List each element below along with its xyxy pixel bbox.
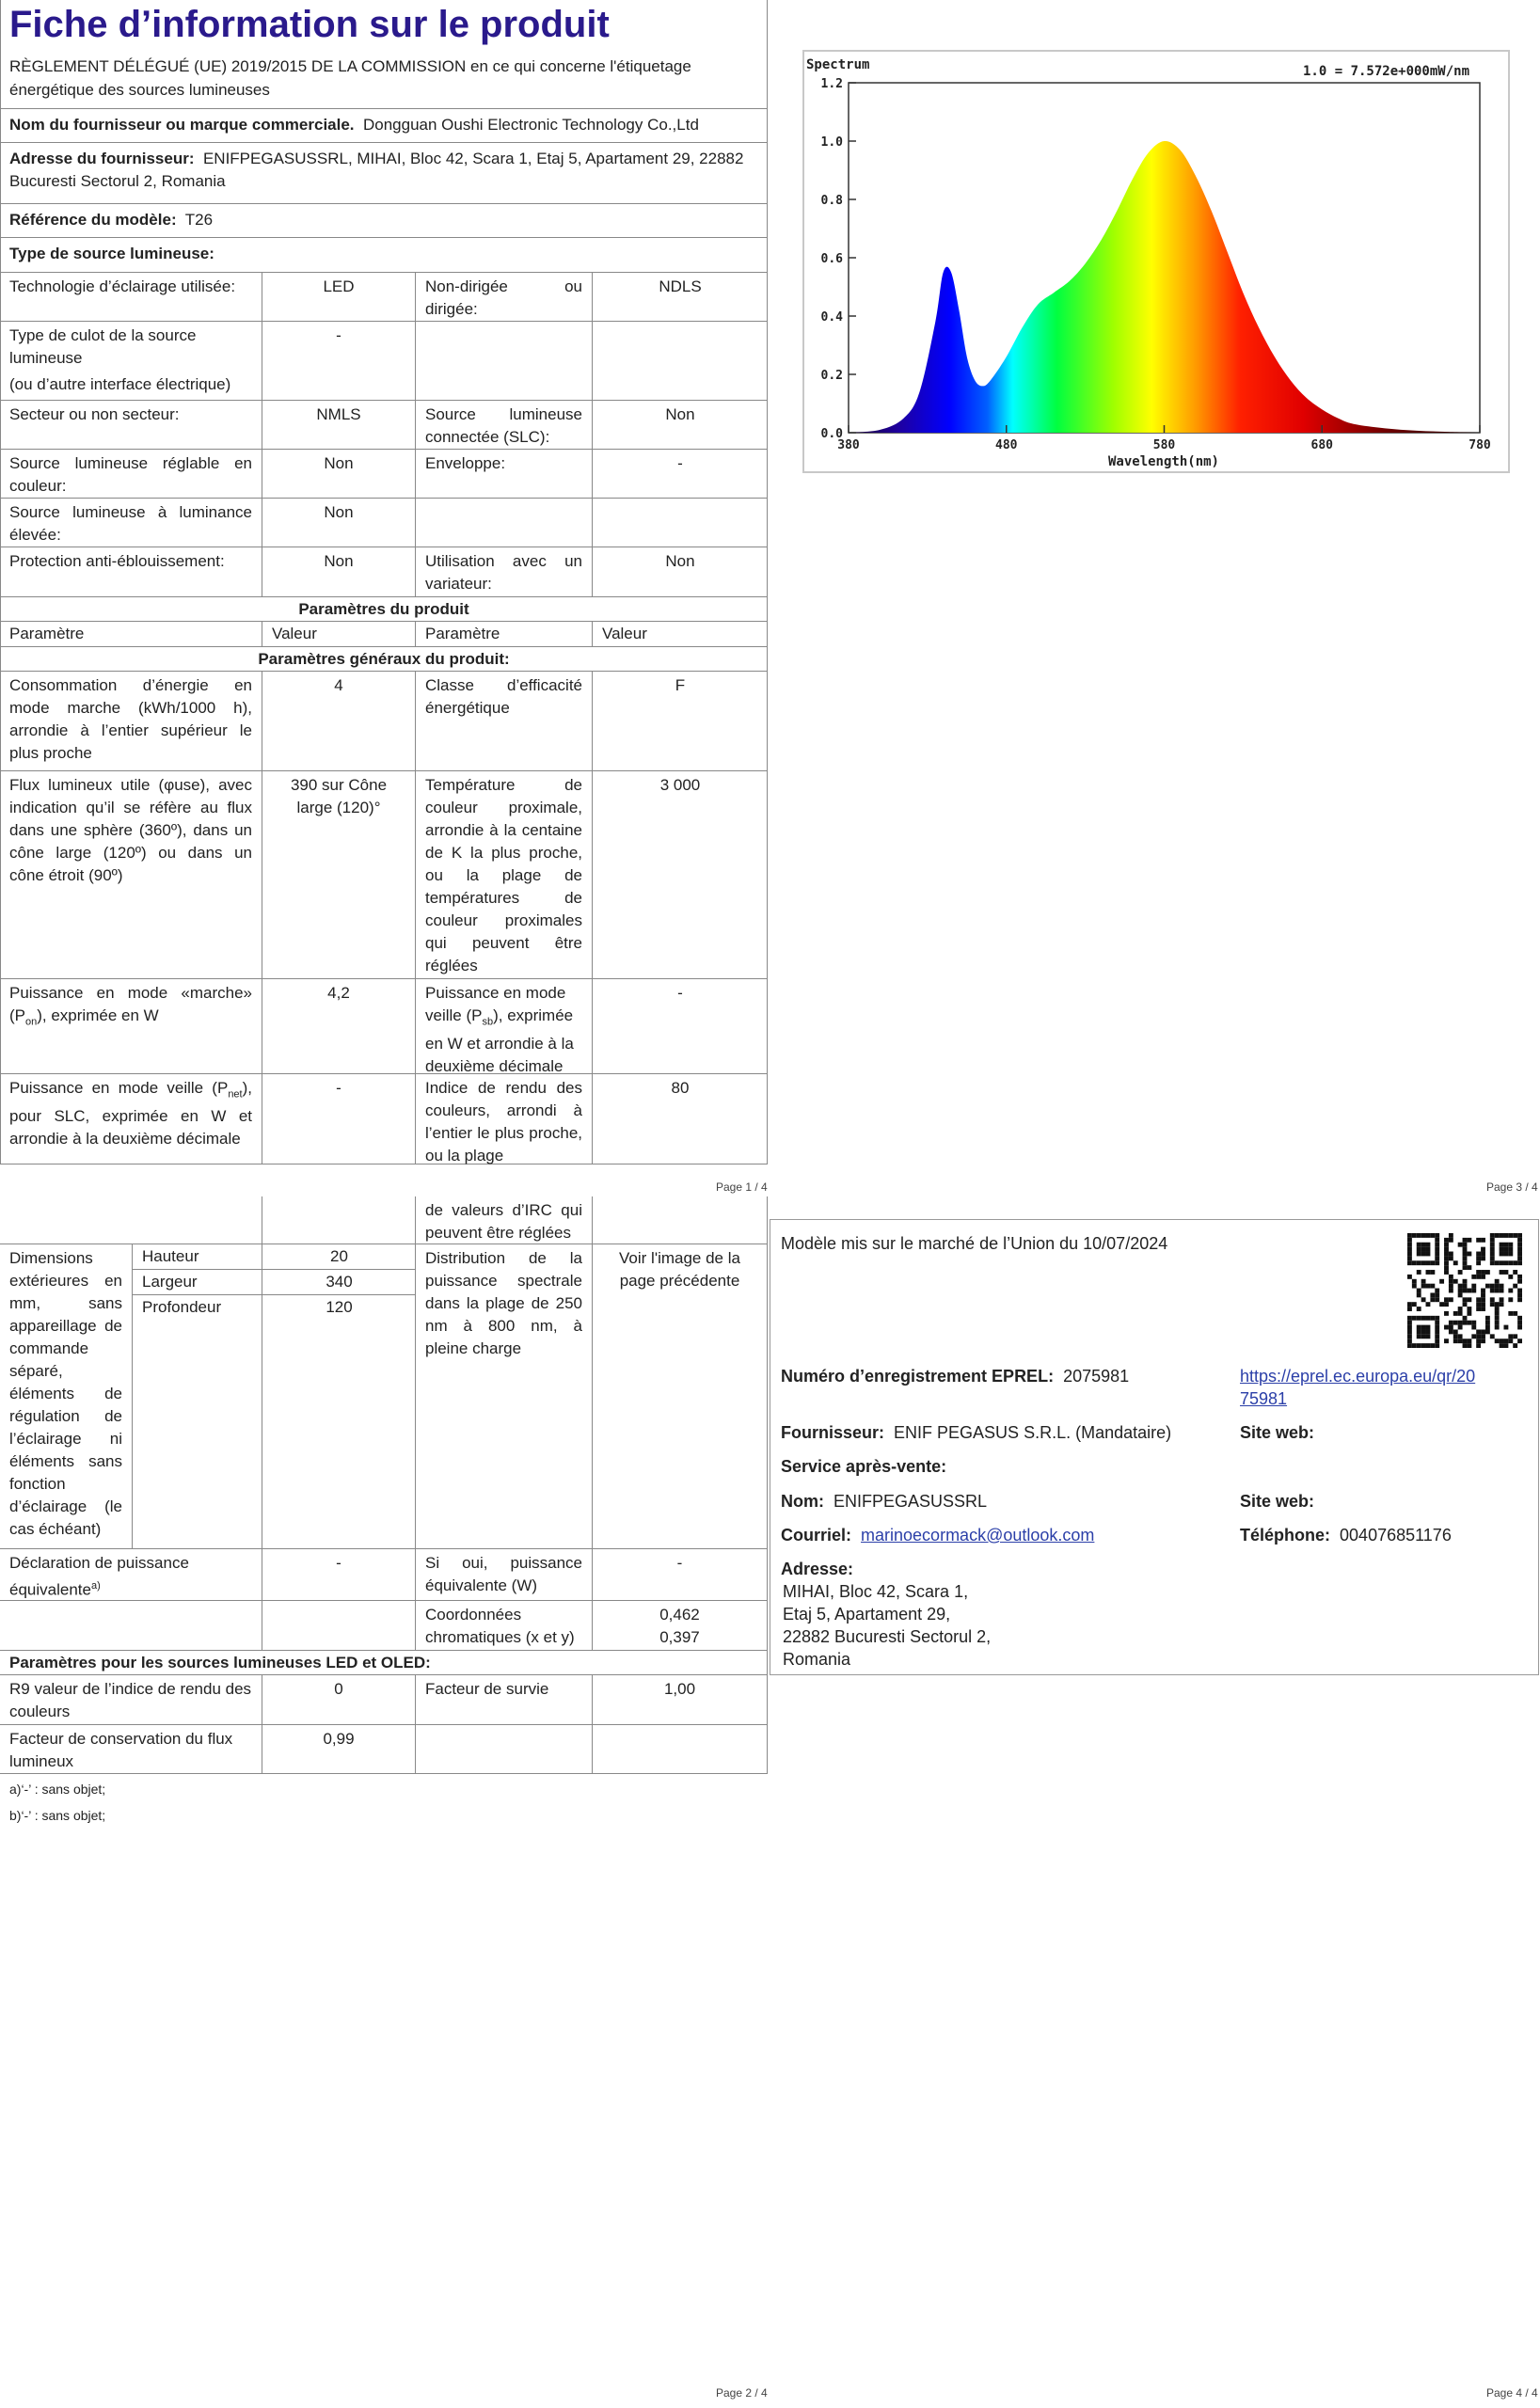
spectrum-svg (804, 52, 1508, 471)
env-value: - (592, 450, 768, 498)
col-param-1: Paramètre (9, 625, 85, 642)
survival-label: Facteur de survie (415, 1675, 592, 1724)
chart-title: Spectrum (806, 57, 870, 72)
page-number-2: Page 2 / 4 (716, 2386, 768, 2400)
website-label-2: Site web: (1240, 1492, 1315, 1511)
pnet-value: - (262, 1074, 415, 1164)
col-param-2: Paramètre (415, 622, 592, 646)
address-line-2: Etaj 5, Apartament 29, (783, 1605, 951, 1624)
y-tick-label: 0.6 (820, 252, 843, 266)
address-label: Adresse: (781, 1560, 854, 1578)
dim-value: Non (592, 547, 768, 596)
cri-label: Indice de rendu des couleurs, arrondi à l’entier le plus proche, ou la plage (415, 1074, 592, 1164)
tech-label: Technologie d’éclairage utilisée: (9, 277, 236, 295)
equivw-value: - (592, 1549, 768, 1600)
flux-row (0, 770, 768, 978)
energy-label: Consommation d’énergie en mode marche (kWh/1000 h), arrondie à l’entier supérieur le plus proche (9, 676, 252, 762)
power-on-row (0, 978, 768, 1076)
chroma-label: Coordonnées chromatiques (x et y) (415, 1601, 592, 1650)
cap-value: - (262, 322, 415, 400)
glare-row (0, 547, 768, 596)
equivw-label: Si oui, puissance équivalente (W) (415, 1549, 592, 1600)
supplier-name-value: Dongguan Oushi Electronic Technology Co.,Ltd (362, 116, 699, 134)
regulation-text: RÈGLEMENT DÉLÉGUÉ (UE) 2019/2015 DE LA COMMISSION en ce qui concerne l'étiquetage énergétique des sources lumineuses (9, 57, 691, 99)
chart-annotation: 1.0 = 7.572e+000mW/nm (1303, 64, 1470, 79)
dir-value: NDLS (592, 273, 768, 321)
spd-value: Voir l'image de la page précédente (592, 1244, 768, 1548)
mains-row (0, 400, 768, 449)
col-value-2: Valeur (592, 622, 768, 646)
tech-value: LED (262, 273, 415, 321)
cri-value: 80 (592, 1074, 768, 1164)
pon-value: 4,2 (262, 979, 415, 1073)
supplier-name-row (0, 108, 768, 142)
supplier-name-label: Nom du fournisseur ou marque commerciale. (9, 116, 355, 134)
website-label-1: Site web: (1240, 1423, 1315, 1442)
chroma-y: 0,397 (659, 1628, 700, 1646)
glare-label: Protection anti-éblouissement: (9, 552, 225, 570)
eprel-row (781, 1365, 1129, 1387)
address-line-4: Romania (783, 1650, 851, 1669)
x-tick-label: 480 (995, 438, 1018, 452)
color-label: Source lumineuse réglable en couleur: (9, 454, 252, 495)
r9-row (0, 1674, 768, 1724)
equiv-label: Déclaration de puissance équivalente$^{a)}$ (9, 1554, 189, 1599)
x-tick-label: 380 (837, 438, 860, 452)
general-heading: Paramètres généraux du produit: (258, 650, 510, 668)
supplier-value: ENIF PEGASUS S.R.L. (Mandataire) (894, 1423, 1172, 1442)
y-tick-label: 0.8 (820, 194, 843, 208)
page-number-1: Page 1 / 4 (716, 1180, 768, 1194)
params-heading: Paramètres du produit (298, 600, 469, 618)
luminance-label: Source lumineuse à luminance élevée: (9, 503, 252, 544)
name-value: ENIFPEGASUSSRL (834, 1492, 988, 1511)
depth-value: 120 (325, 1298, 353, 1316)
env-label: Enveloppe: (415, 450, 592, 498)
supplier-address-row (0, 142, 768, 203)
cap-label: Type de culot de la source lumineuse (9, 326, 197, 367)
color-row (0, 449, 768, 498)
survival-value: 1,00 (592, 1675, 768, 1724)
pnet-row (0, 1073, 768, 1164)
name-row (781, 1490, 987, 1513)
cct-value: 3 000 (592, 771, 768, 978)
supplier-label: Fournisseur: (781, 1423, 885, 1442)
address-block (783, 1580, 991, 1671)
supplier-address-value: ENIFPEGASUSSRL, MIHAI, Bloc 42, Scara 1, Etaj 5, Apartament 29, 22882 Bucuresti Sectorul 2, Romania (9, 150, 744, 190)
luminance-row (0, 498, 768, 547)
energy-value: 4 (262, 672, 415, 770)
cap-label-2: (ou d’autre interface électrique) (9, 375, 231, 393)
maintenance-label: Facteur de conservation du flux lumineux (9, 1730, 233, 1770)
luminance-value: Non (262, 499, 415, 547)
y-tick-label: 0.2 (820, 369, 843, 383)
psb-label: Puissance en mode veille $(P_{sb})$, exprimée en W et arrondie à la deuxième décimale (415, 979, 592, 1073)
flux-value: 390 sur Cône large (120)° (262, 771, 415, 978)
y-tick-label: 1.0 (820, 135, 843, 150)
led-heading: Paramètres pour les sources lumineuses LED et OLED: (0, 1651, 768, 1674)
footnote-a: a)‘-’ : sans objet; (9, 1782, 106, 1797)
maintenance-row (0, 1724, 768, 1774)
height-label: Hauteur (133, 1244, 262, 1270)
width-value: 340 (262, 1270, 416, 1295)
eprel-label: Numéro d’enregistrement EPREL: (781, 1367, 1055, 1386)
slc-value: Non (592, 401, 768, 449)
model-label: Référence du modèle: (9, 211, 177, 229)
email-label: Courriel: (781, 1526, 852, 1545)
phone-row (1240, 1524, 1452, 1546)
depth-label: Profondeur (142, 1298, 222, 1316)
x-axis-label: Wavelength(nm) (1107, 454, 1220, 469)
r9-value: 0 (262, 1675, 415, 1724)
spectrum-chart (802, 50, 1510, 473)
class-label: Classe d’efficacité énergétique (415, 672, 592, 770)
eprel-value: 2075981 (1063, 1367, 1130, 1386)
spd-label: Distribution de la puissance spectrale dans la plage de 250 nm à 800 nm, à pleine charge (415, 1244, 592, 1548)
dim-label: Utilisation avec un variateur: (415, 547, 592, 596)
mains-label: Secteur ou non secteur: (9, 405, 180, 423)
supplier-row (781, 1421, 1171, 1444)
x-tick-label: 580 (1152, 438, 1176, 452)
supplier-address-label: Adresse du fournisseur: (9, 150, 195, 167)
x-tick-label: 780 (1469, 438, 1491, 452)
y-tick-label: 0.4 (820, 310, 843, 325)
phone-label: Téléphone: (1240, 1526, 1331, 1545)
glare-value: Non (262, 547, 415, 596)
led-heading-row (0, 1650, 768, 1674)
eprel-link-line-1[interactable]: https://eprel.ec.europa.eu/qr/20 (1240, 1367, 1476, 1386)
equivalent-row (0, 1548, 768, 1600)
page-number-4: Page 4 / 4 (1486, 2386, 1538, 2400)
address-line-1: MIHAI, Bloc 42, Scara 1, (783, 1582, 969, 1601)
email-row (781, 1524, 1094, 1546)
width-label: Largeur (133, 1270, 262, 1295)
page-number-3: Page 3 / 4 (1486, 1180, 1538, 1194)
qr-code-icon (1407, 1233, 1522, 1348)
x-tick-label: 680 (1310, 438, 1333, 452)
source-type-row (0, 237, 768, 272)
flux-label: Flux lumineux utile (φuse), avec indication qu’il se réfère au flux dans une sphère (360º), dans un cône large (120º) ou dans un cône étroit (90º) (9, 776, 252, 884)
cri-continued-row (0, 1196, 768, 1244)
market-date: Modèle mis sur le marché de l’Union du 10/07/2024 (781, 1234, 1168, 1253)
column-header-row (0, 621, 768, 646)
footnote-b: b)‘-’ : sans objet; (9, 1808, 106, 1823)
mains-value: NMLS (262, 401, 415, 449)
height-value: 20 (262, 1244, 416, 1270)
eprel-link[interactable] (1240, 1365, 1522, 1410)
after-sales-label: Service après-vente: (781, 1457, 947, 1476)
general-heading-row (0, 646, 768, 671)
pnet-label: Puissance en mode veille $(P_{net})$, pour SLC, exprimée en W et arrondie à la deuxième décimale (9, 1079, 252, 1149)
tech-row (0, 272, 768, 321)
slc-label: Source lumineuse connectée (SLC): (415, 401, 592, 449)
col-value-1: Valeur (262, 622, 415, 646)
r9-label: R9 valeur de l’indice de rendu des couleurs (9, 1680, 252, 1720)
energy-row (0, 671, 768, 770)
name-label: Nom: (781, 1492, 824, 1511)
cri-continued-label: de valeurs d’IRC qui peuvent être réglées (415, 1196, 592, 1244)
dir-label: Non-dirigée ou dirigée: (415, 273, 592, 321)
maintenance-value: 0,99 (262, 1725, 415, 1773)
address-line-3: 22882 Bucuresti Sectorul 2, (783, 1627, 992, 1646)
equiv-value: - (262, 1549, 415, 1600)
email-link[interactable]: marinoecormack@outlook.com (861, 1526, 1095, 1545)
dimensions-row (0, 1244, 768, 1548)
source-type-heading: Type de source lumineuse: (9, 245, 214, 262)
eprel-link-line-2[interactable]: 75981 (1240, 1389, 1288, 1408)
params-heading-row (0, 596, 768, 621)
dims-label: Dimensions extérieures en mm, sans appareillage de commande séparé, éléments de régulation de l’éclairage ni éléments sans fonction d’éclairage (le cas échéant) (9, 1249, 122, 1538)
chroma-row (0, 1600, 768, 1650)
class-value: F (592, 672, 768, 770)
cap-row (0, 321, 768, 400)
psb-value: - (592, 979, 768, 1073)
pon-label: Puissance en mode «marche» $(P_{on})$, exprimée en W (9, 984, 252, 1028)
chroma-x: 0,462 (659, 1606, 700, 1624)
page-title: Fiche d’information sur le produit (9, 4, 610, 45)
model-value: T26 (184, 211, 214, 229)
y-tick-label: 0.0 (820, 427, 843, 441)
y-tick-label: 1.2 (820, 77, 843, 91)
cct-label: Température de couleur proximale, arrondie à la centaine de K la plus proche, ou la plage de températures de couleur proximales qui peuvent être réglées (415, 771, 592, 978)
color-value: Non (262, 450, 415, 498)
model-row (0, 203, 768, 237)
phone-value: 004076851176 (1340, 1526, 1452, 1545)
